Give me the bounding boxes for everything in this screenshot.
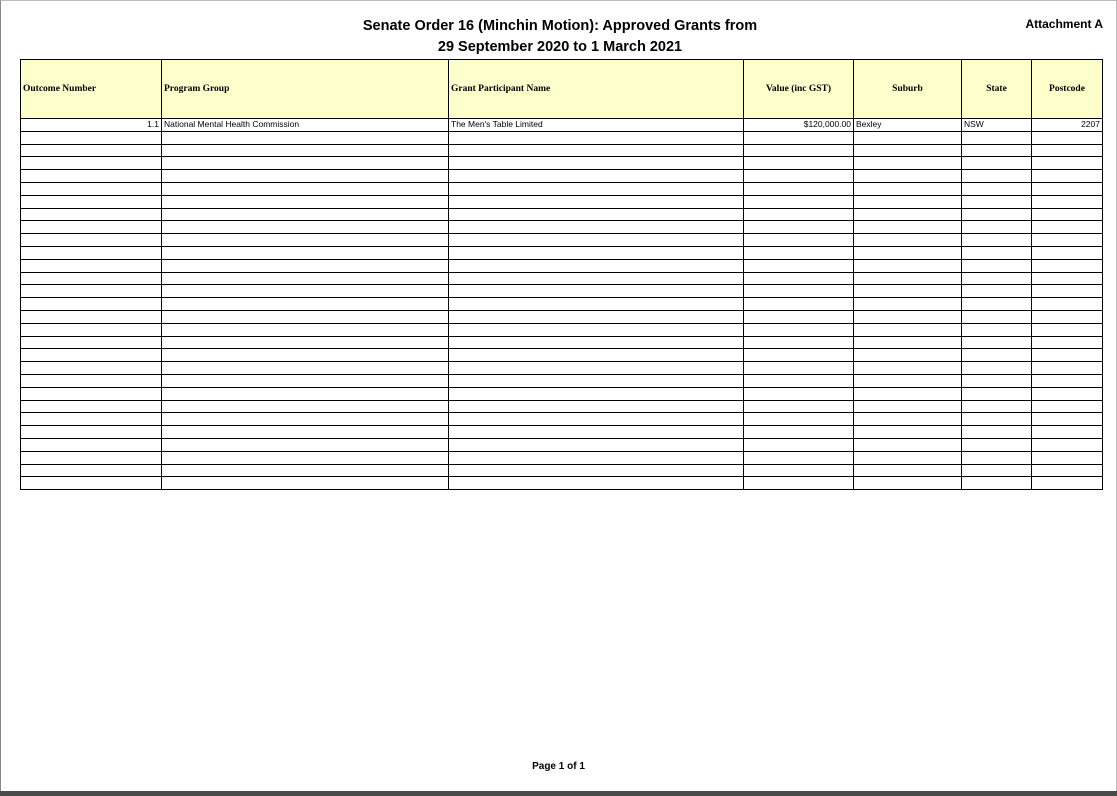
empty-table-row	[21, 298, 1103, 311]
empty-cell	[449, 464, 744, 477]
empty-cell	[962, 246, 1032, 259]
empty-cell	[962, 451, 1032, 464]
empty-table-row	[21, 362, 1103, 375]
empty-cell	[1032, 157, 1103, 170]
empty-cell	[162, 298, 449, 311]
empty-cell	[1032, 413, 1103, 426]
empty-cell	[1032, 195, 1103, 208]
empty-cell	[162, 157, 449, 170]
empty-cell	[162, 131, 449, 144]
table-header-row	[21, 60, 1103, 119]
empty-cell	[162, 195, 449, 208]
empty-cell	[854, 234, 962, 247]
column-header-postcode: Postcode	[1032, 60, 1103, 119]
cell-postcode: 2207	[1032, 119, 1103, 132]
empty-cell	[962, 349, 1032, 362]
empty-cell	[21, 477, 162, 490]
empty-table-row	[21, 221, 1103, 234]
empty-cell	[449, 362, 744, 375]
empty-cell	[449, 131, 744, 144]
empty-cell	[162, 374, 449, 387]
empty-cell	[744, 131, 854, 144]
empty-cell	[1032, 208, 1103, 221]
empty-cell	[162, 285, 449, 298]
empty-cell	[854, 387, 962, 400]
empty-cell	[1032, 400, 1103, 413]
empty-table-row	[21, 464, 1103, 477]
empty-cell	[744, 221, 854, 234]
empty-table-row	[21, 477, 1103, 490]
empty-cell	[162, 323, 449, 336]
empty-cell	[744, 310, 854, 323]
empty-cell	[162, 234, 449, 247]
empty-cell	[162, 426, 449, 439]
empty-table-row	[21, 208, 1103, 221]
empty-table-row	[21, 374, 1103, 387]
empty-cell	[21, 272, 162, 285]
empty-cell	[449, 221, 744, 234]
viewer-bottom-edge	[0, 791, 1117, 796]
empty-cell	[449, 170, 744, 183]
empty-cell	[1032, 221, 1103, 234]
empty-cell	[449, 413, 744, 426]
empty-table-row	[21, 259, 1103, 272]
empty-cell	[1032, 349, 1103, 362]
empty-cell	[449, 182, 744, 195]
empty-cell	[962, 298, 1032, 311]
empty-table-row	[21, 246, 1103, 259]
empty-cell	[962, 272, 1032, 285]
empty-cell	[1032, 477, 1103, 490]
empty-cell	[962, 157, 1032, 170]
empty-cell	[962, 170, 1032, 183]
empty-cell	[1032, 374, 1103, 387]
empty-cell	[962, 131, 1032, 144]
empty-cell	[1032, 438, 1103, 451]
empty-cell	[962, 374, 1032, 387]
column-header-program-group: Program Group	[162, 60, 449, 119]
empty-cell	[854, 451, 962, 464]
empty-cell	[21, 374, 162, 387]
empty-cell	[962, 234, 1032, 247]
empty-cell	[854, 157, 962, 170]
empty-table-row	[21, 451, 1103, 464]
empty-cell	[162, 272, 449, 285]
empty-cell	[162, 246, 449, 259]
empty-table-row	[21, 349, 1103, 362]
empty-cell	[744, 464, 854, 477]
empty-cell	[854, 285, 962, 298]
empty-cell	[1032, 285, 1103, 298]
empty-cell	[21, 208, 162, 221]
empty-cell	[1032, 298, 1103, 311]
empty-cell	[962, 413, 1032, 426]
empty-cell	[744, 157, 854, 170]
empty-cell	[162, 349, 449, 362]
empty-cell	[162, 413, 449, 426]
empty-table-row	[21, 195, 1103, 208]
empty-cell	[21, 310, 162, 323]
empty-cell	[744, 349, 854, 362]
empty-cell	[854, 182, 962, 195]
cell-program-group: National Mental Health Commission	[162, 119, 449, 132]
empty-cell	[854, 336, 962, 349]
empty-cell	[449, 374, 744, 387]
empty-table-row	[21, 182, 1103, 195]
empty-cell	[744, 234, 854, 247]
empty-cell	[854, 438, 962, 451]
empty-cell	[962, 221, 1032, 234]
empty-cell	[1032, 336, 1103, 349]
page-number: Page 1 of 1	[532, 761, 585, 772]
empty-cell	[854, 144, 962, 157]
empty-cell	[854, 259, 962, 272]
empty-cell	[162, 438, 449, 451]
empty-cell	[854, 298, 962, 311]
empty-cell	[449, 477, 744, 490]
empty-cell	[449, 349, 744, 362]
empty-table-row	[21, 310, 1103, 323]
empty-cell	[744, 208, 854, 221]
empty-table-row	[21, 438, 1103, 451]
empty-cell	[1032, 170, 1103, 183]
empty-cell	[449, 144, 744, 157]
empty-cell	[449, 438, 744, 451]
empty-cell	[962, 195, 1032, 208]
empty-cell	[1032, 323, 1103, 336]
empty-table-row	[21, 400, 1103, 413]
empty-cell	[162, 170, 449, 183]
empty-table-row	[21, 157, 1103, 170]
empty-cell	[962, 464, 1032, 477]
cell-state: NSW	[962, 119, 1032, 132]
empty-cell	[449, 208, 744, 221]
empty-cell	[162, 362, 449, 375]
empty-cell	[744, 426, 854, 439]
empty-cell	[1032, 182, 1103, 195]
empty-cell	[1032, 451, 1103, 464]
empty-cell	[1032, 426, 1103, 439]
empty-cell	[1032, 464, 1103, 477]
empty-cell	[854, 131, 962, 144]
empty-cell	[744, 298, 854, 311]
empty-cell	[962, 310, 1032, 323]
attachment-label: Attachment A	[1025, 17, 1103, 31]
empty-cell	[21, 157, 162, 170]
empty-cell	[21, 170, 162, 183]
empty-cell	[744, 362, 854, 375]
empty-cell	[1032, 272, 1103, 285]
column-header-suburb: Suburb	[854, 60, 962, 119]
cell-outcome-number: 1.1	[21, 119, 162, 132]
empty-cell	[962, 336, 1032, 349]
empty-cell	[1032, 387, 1103, 400]
empty-cell	[962, 477, 1032, 490]
empty-cell	[449, 272, 744, 285]
empty-cell	[744, 195, 854, 208]
empty-cell	[744, 272, 854, 285]
empty-cell	[162, 464, 449, 477]
empty-cell	[21, 349, 162, 362]
empty-cell	[21, 195, 162, 208]
empty-cell	[21, 451, 162, 464]
grants-table	[20, 59, 1103, 490]
empty-cell	[449, 195, 744, 208]
empty-cell	[162, 451, 449, 464]
empty-cell	[449, 426, 744, 439]
empty-cell	[962, 400, 1032, 413]
empty-cell	[21, 323, 162, 336]
empty-cell	[744, 323, 854, 336]
empty-table-row	[21, 144, 1103, 157]
empty-cell	[744, 246, 854, 259]
empty-cell	[854, 246, 962, 259]
empty-cell	[162, 208, 449, 221]
empty-cell	[744, 170, 854, 183]
empty-cell	[744, 285, 854, 298]
document-title	[300, 16, 820, 58]
empty-cell	[21, 426, 162, 439]
empty-cell	[21, 400, 162, 413]
empty-cell	[21, 259, 162, 272]
empty-cell	[162, 400, 449, 413]
empty-table-row	[21, 413, 1103, 426]
empty-table-row	[21, 131, 1103, 144]
empty-cell	[162, 259, 449, 272]
empty-table-row	[21, 426, 1103, 439]
empty-cell	[449, 285, 744, 298]
empty-cell	[854, 426, 962, 439]
empty-cell	[854, 464, 962, 477]
table-row	[21, 119, 1103, 132]
empty-cell	[449, 451, 744, 464]
empty-cell	[21, 144, 162, 157]
empty-table-row	[21, 170, 1103, 183]
empty-cell	[854, 195, 962, 208]
empty-table-row	[21, 336, 1103, 349]
empty-cell	[21, 131, 162, 144]
empty-cell	[744, 413, 854, 426]
empty-cell	[449, 259, 744, 272]
empty-cell	[21, 234, 162, 247]
empty-cell	[21, 387, 162, 400]
cell-grant-participant-name: The Men's Table Limited	[449, 119, 744, 132]
empty-cell	[854, 400, 962, 413]
empty-cell	[162, 182, 449, 195]
empty-cell	[449, 387, 744, 400]
empty-cell	[1032, 131, 1103, 144]
empty-cell	[962, 362, 1032, 375]
cell-value: $120,000.00	[744, 119, 854, 132]
empty-cell	[854, 323, 962, 336]
column-header-value: Value (inc GST)	[744, 60, 854, 119]
empty-cell	[744, 259, 854, 272]
empty-cell	[854, 208, 962, 221]
empty-cell	[21, 413, 162, 426]
empty-cell	[962, 438, 1032, 451]
empty-cell	[21, 182, 162, 195]
empty-cell	[449, 246, 744, 259]
empty-cell	[744, 387, 854, 400]
empty-cell	[1032, 259, 1103, 272]
empty-cell	[854, 349, 962, 362]
empty-cell	[162, 221, 449, 234]
empty-cell	[449, 310, 744, 323]
empty-cell	[21, 221, 162, 234]
empty-cell	[744, 144, 854, 157]
empty-cell	[744, 451, 854, 464]
empty-cell	[21, 298, 162, 311]
empty-cell	[21, 336, 162, 349]
empty-cell	[21, 438, 162, 451]
empty-cell	[449, 336, 744, 349]
empty-cell	[449, 323, 744, 336]
empty-cell	[744, 336, 854, 349]
empty-cell	[21, 285, 162, 298]
empty-cell	[744, 438, 854, 451]
empty-cell	[962, 208, 1032, 221]
empty-cell	[962, 426, 1032, 439]
empty-cell	[744, 400, 854, 413]
empty-cell	[162, 144, 449, 157]
empty-cell	[962, 323, 1032, 336]
empty-cell	[962, 182, 1032, 195]
empty-cell	[854, 477, 962, 490]
cell-suburb: Bexley	[854, 119, 962, 132]
empty-cell	[21, 246, 162, 259]
empty-table-row	[21, 272, 1103, 285]
empty-cell	[162, 336, 449, 349]
empty-cell	[854, 374, 962, 387]
empty-cell	[1032, 246, 1103, 259]
empty-cell	[744, 374, 854, 387]
column-header-outcome-number: Outcome Number	[21, 60, 162, 119]
empty-cell	[162, 477, 449, 490]
empty-cell	[744, 182, 854, 195]
empty-cell	[1032, 362, 1103, 375]
empty-cell	[162, 310, 449, 323]
empty-cell	[1032, 310, 1103, 323]
empty-table-row	[21, 323, 1103, 336]
title-line-1: Senate Order 16 (Minchin Motion): Approved Grants from	[362, 18, 758, 34]
empty-cell	[962, 387, 1032, 400]
empty-cell	[1032, 234, 1103, 247]
empty-table-row	[21, 285, 1103, 298]
empty-table-row	[21, 234, 1103, 247]
empty-cell	[854, 413, 962, 426]
column-header-state: State	[962, 60, 1032, 119]
empty-cell	[449, 234, 744, 247]
empty-cell	[21, 362, 162, 375]
empty-cell	[1032, 144, 1103, 157]
empty-cell	[744, 477, 854, 490]
empty-cell	[854, 362, 962, 375]
empty-cell	[962, 144, 1032, 157]
empty-cell	[854, 170, 962, 183]
empty-cell	[449, 400, 744, 413]
empty-table-row	[21, 387, 1103, 400]
column-header-grant-participant-name: Grant Participant Name	[449, 60, 744, 119]
empty-cell	[21, 464, 162, 477]
empty-cell	[962, 259, 1032, 272]
empty-cell	[162, 387, 449, 400]
title-line-2: 29 September 2020 to 1 March 2021	[437, 39, 683, 55]
empty-cell	[854, 310, 962, 323]
empty-cell	[449, 157, 744, 170]
empty-cell	[854, 272, 962, 285]
empty-cell	[854, 221, 962, 234]
empty-cell	[449, 298, 744, 311]
empty-cell	[962, 285, 1032, 298]
